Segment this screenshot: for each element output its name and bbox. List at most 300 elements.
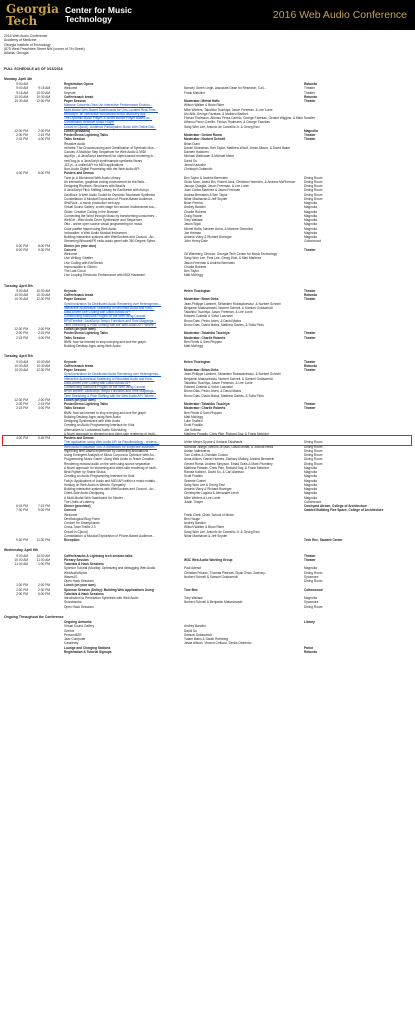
session-title: Building Desktop Apps using Web Audio	[64, 414, 121, 419]
meta-line: (875 West Peachtree Street NW (corner of 7th Street)	[4, 46, 85, 51]
end-time: 2:00 PM	[38, 128, 50, 133]
presenter: Daniel Shanahan, Ben Taylor, Matthew Woolf, Jesse Allison, & David Baker	[184, 145, 291, 150]
location: Rotunda	[304, 82, 317, 87]
presenter: Scott Fradkin	[184, 474, 203, 479]
session-title: Open Hack Sessions	[64, 579, 94, 584]
session-title: The Last Cloud	[64, 269, 86, 274]
end-time: 2:00 PM	[38, 397, 50, 402]
session-title[interactable]: Combination Reactive Music Player	[64, 120, 115, 125]
end-time: 10:30 AM	[36, 363, 50, 368]
location: Dining Room	[304, 196, 323, 201]
start-time: 11:00 AM	[14, 562, 28, 567]
presenter: Jason Freeman & Andrew Bernstein	[184, 260, 236, 265]
logo	[0, 0, 132, 30]
session-title: Lunch (on your own)	[64, 583, 96, 588]
end-time: 10:00 AM	[36, 359, 50, 364]
presenter: Charlie Roberts	[184, 264, 207, 269]
end-time: 7:15 PM	[38, 504, 50, 509]
schedule-row	[4, 605, 409, 609]
location: Library	[304, 620, 315, 625]
start-time: 10:00 AM	[14, 557, 28, 562]
presenter: Jean-Philippe Lambert, Sébastien Robaszkiewicz, & Norbert Schnell	[184, 301, 281, 306]
session-title: Designing Rhythms: Structures with BeatJs	[64, 184, 126, 189]
location: Theater	[304, 553, 316, 558]
location: Sycamore	[304, 574, 319, 579]
end-time: 5:45 PM	[38, 436, 50, 441]
presenter: Sang Won Lee, Antonio de Carvalho Jr. & Georg Essl	[184, 529, 260, 534]
location: Dining Room	[304, 461, 323, 466]
presenter: David Su	[184, 158, 197, 163]
end-time: 2:15 PM	[38, 402, 50, 407]
location: Theater	[304, 99, 316, 104]
session-title: Connecting the Word through Music by transforming consumers...	[64, 213, 157, 218]
start-time: 9:15 AM	[16, 90, 28, 95]
presenter: Yotam Mann & Sarah Rothberg	[184, 637, 229, 642]
session-title: Designing Synthesizers with Web Audio	[64, 419, 121, 424]
presenter: Nihar Madhavan & Jeff Snyder	[184, 533, 228, 538]
session-title: Reception	[64, 538, 80, 543]
start-time: 2:00 PM	[16, 591, 28, 596]
location: Magnolia	[304, 235, 317, 240]
presenter: Florian Thalmann, Alfonso Perez-Carrillo, George Fazekas, Geraint Wiggins, & Mark Sandler	[184, 116, 315, 121]
presenter: Sang Won Lee & Georg Essl	[184, 482, 225, 487]
session-title: Dinner (on your own)	[64, 243, 97, 248]
start-time: 10:30 AM	[14, 368, 28, 373]
session-title: Paper Session	[64, 297, 86, 302]
start-time: 6:15 PM	[16, 504, 28, 509]
highlight-box	[2, 435, 412, 446]
session-title: layoff.js – A JavaScript framework for object-based rendering in...	[64, 154, 156, 159]
location: Magnolia	[304, 218, 317, 223]
presenter: Tony Wallace	[184, 218, 203, 223]
session-title: A Novel approach for streaming and client-side rendering of multi...	[64, 465, 159, 470]
presenter: Sang Won Lee, Park Lee, Georg Essl, & Mari Martinez	[184, 256, 262, 261]
presenter: Brian Dunn	[184, 141, 200, 146]
presenter: Graeme Gutnel	[184, 478, 206, 483]
location: Magnolia	[304, 495, 317, 500]
session-title: Introduction to Percussion Synthesis with Web Audio	[64, 596, 139, 601]
session-title: A Novel approach to streaming and client-side rendering of multi...	[64, 431, 158, 436]
schedule-table	[4, 74, 409, 657]
location: Magnolia	[304, 222, 317, 227]
presenter: Andrea Bernstein & Ben Taylor	[184, 192, 228, 197]
session-title: Welcome	[64, 512, 78, 517]
end-time: 2:15 PM	[38, 133, 50, 138]
presenter: Nihar Madhavan & Jeff Snyder	[184, 196, 228, 201]
session-title: BMN: how we learned to stop worrying and love the graph	[64, 410, 146, 415]
spacer	[4, 348, 409, 351]
presenter: David Su	[184, 628, 197, 633]
start-time: 9:00 AM	[16, 553, 28, 558]
start-time: 2:00 PM	[16, 133, 28, 138]
location: Theater	[304, 288, 316, 293]
session-title: Coffee/snacks & Lightning tech session talks	[64, 553, 133, 558]
end-time: 9:00 PM	[38, 508, 50, 513]
session-title: Dinner (provided)	[64, 504, 91, 509]
session-title[interactable]: Web Audio Evaluation Tool: A framework for subjective assessm...	[64, 444, 157, 449]
location: Parlor	[304, 645, 314, 650]
presenter: Nicholas Jillings, Brecht De Man, David Moffat, & Joshua Reiss	[184, 444, 274, 449]
session-title[interactable]: Interactive Audiovisual Scattering of Recorded Audio and Rela...	[64, 376, 155, 381]
session-title: Constellation: A Musical Exploration of Phone-Based Audience...	[64, 196, 155, 201]
presenter: Brian Pereira	[184, 201, 203, 206]
session-title: Jazz Computer	[64, 637, 86, 642]
session-title: Building Desktop Apps using Web Audio	[64, 344, 121, 349]
presenter: Wilson Walker & Brian Rider	[184, 103, 225, 108]
session-title: Poster/Demo Lightning Talks	[64, 133, 108, 138]
session-title: Fab.js: Applications of Audio and MIDI API within a music notatio...	[64, 478, 158, 483]
session-title: Cassievity	[64, 641, 79, 646]
start-time: 8:00 PM	[16, 247, 28, 252]
presenter: Christian Frisson, Thomas Pietrzak, Siyan Zhao, Zachary...	[184, 570, 268, 575]
session-title: WavesJS	[64, 574, 78, 579]
session-title: Concert for Smartphones	[64, 521, 100, 526]
session-title: Poster/Demo Lightning Talks	[64, 402, 108, 407]
location: Magnolia	[304, 209, 317, 214]
presenter: True Brie	[184, 587, 198, 592]
spacer	[4, 278, 409, 281]
presenter: W3C Web Audio Working Group	[184, 557, 233, 562]
presenter: Ramza Kaldron, David Su, & Carl Alaneau	[184, 470, 244, 475]
presenter: Nancey Green Leigh, Associate Dean for Research, Coll...	[184, 86, 267, 91]
start-time: 2:15 PM	[16, 335, 28, 340]
day-heading: Tuesday, April 5th	[4, 283, 33, 288]
session-title: Ornithological Blog Poem	[64, 516, 100, 521]
start-time: 7:30 PM	[16, 508, 28, 513]
location: Magnolia	[304, 487, 317, 492]
end-time: 4:00 PM	[38, 335, 50, 340]
location: Dining Room	[304, 453, 323, 458]
start-time: 9:00 AM	[16, 82, 28, 87]
location: Magnolia	[304, 465, 317, 470]
presenter: Matt McKegg	[184, 273, 203, 278]
presenter: Samuel Goldszmidt	[184, 632, 212, 637]
session-title: Registration & Tutorial Signups	[64, 649, 112, 654]
end-time: 6:00 PM	[38, 171, 50, 176]
session-title[interactable]: Constructing AudioUnit Plugins on the Web using Csound	[64, 385, 146, 390]
session-title: BMN: how we learned to stop worrying and love the graph	[64, 339, 146, 344]
presenter: Matthew Paradis, Chris Pike, Richard Day, & Frank Melchior	[184, 465, 269, 470]
start-time: 10:00 AM	[14, 293, 28, 298]
session-title[interactable]: Synchronization for Distributed Audio Rendering over Heterogeneo...	[64, 301, 161, 306]
session-title[interactable]: BPMTimeline: JavaScript Tempo Functions and Time Mappings...	[64, 318, 156, 323]
location: Theater	[304, 86, 315, 91]
session-title[interactable]: The Dynamic Music Player: A Smart Mobile Player Based on...	[64, 116, 153, 121]
meta-line: 2016 Web Audio Conference	[4, 34, 48, 38]
session-title: Using Emergent Analysis of Music Corpora to Optimize Web Au...	[64, 453, 157, 458]
session-title: Greeve	[64, 628, 75, 633]
session-title: Virtual Sound Gallery	[64, 624, 95, 629]
presenter: Christopher Laguna & Alexander Lerch	[184, 491, 239, 496]
presenter: Joe Helman	[184, 230, 202, 235]
presenter: Takahiko Tsuchiya, Jason Freeman, & Lee Lonie	[184, 310, 253, 315]
location: Theater	[304, 133, 316, 138]
presenter: Jesse Allison, Vincent Cellucci, Derick Ostrenko	[184, 641, 252, 646]
presenter: Joe Sullivan	[184, 427, 202, 432]
session-title: Posters and Demos	[64, 171, 94, 176]
presenter: Ben Houge	[184, 516, 200, 521]
location: Magnolia	[304, 491, 317, 496]
presenter: Ben Taylor & Andrew Bernstein	[184, 175, 228, 180]
start-time: 10:00 AM	[14, 363, 28, 368]
session-title: Open Hack Sessions	[64, 604, 94, 609]
start-time: 9:30 PM	[16, 538, 28, 543]
presenter: Moderator: Brian Dirks	[184, 297, 219, 302]
session-title[interactable]: Interactive Audiovisual Scattering of Recorded Audio and Rela...	[64, 305, 155, 310]
session-title: A Multi-Modal Web Dashboard for Sleuter	[64, 495, 123, 500]
end-time: 12:30 PM	[36, 99, 50, 104]
start-time: 4:00 PM	[16, 171, 28, 176]
start-time: 12:30 PM	[14, 327, 28, 332]
location: Theater	[304, 402, 316, 407]
presenter: Damien Haldoren	[184, 150, 209, 155]
location: Rotunda	[304, 363, 317, 368]
session-title: Programming Music Game: Using Web Audio to Teach Creative...	[64, 457, 157, 462]
session-title[interactable]: Constructing AudioUnit Plugins on the Web using Csound	[64, 314, 146, 319]
gt-line-1: Georgia	[6, 2, 59, 16]
presenter: Moderator: Takahiko Tsuchiya	[184, 331, 230, 336]
session-title[interactable]: Thin application using Web Audio API for Recollectology - retrieva...	[64, 440, 160, 445]
location: Magnolia	[304, 213, 317, 218]
session-title: Welcome	[64, 86, 78, 91]
session-title: Cross-Town Traffic 2.0	[64, 525, 96, 530]
day-heading: Ongoing Throughout the Conference	[4, 614, 64, 619]
georgia-tech-wordmark	[6, 3, 59, 27]
end-time: 4:00 PM	[38, 137, 50, 142]
session-title: Building interactive systems with WebSockets and Csound - An...	[64, 235, 156, 240]
start-time: 1:00 PM	[16, 583, 28, 588]
start-time: 2:00 PM	[16, 331, 28, 336]
presenter: Moderator: Mirhat Hafiz	[184, 99, 220, 104]
start-time: 9:00 AM	[16, 359, 28, 364]
meta-line: Georgia Institute of Technology	[4, 42, 51, 47]
presenter: Moderator: Norbert Schnell	[184, 137, 226, 142]
presenter: Craig Swann	[184, 213, 203, 218]
start-time: 10:30 AM	[14, 99, 28, 104]
presenter: Wilson Walker & Brian Rider	[184, 525, 225, 530]
presenter: Michel Buffa, Naveen Arora, & Maxime Demolins	[184, 226, 253, 231]
presenter: Matt McKegg	[184, 414, 203, 419]
location: Theater	[304, 297, 316, 302]
end-time: 10:30 AM	[36, 94, 50, 99]
location: Magnolia	[304, 201, 317, 206]
end-time: 10:00 AM	[36, 288, 50, 293]
session-title: Paper Session	[64, 99, 86, 104]
session-title[interactable]: Data-Driven Live Coding with DataToMusic API	[64, 380, 131, 385]
location: Theater	[304, 247, 316, 252]
location: Theater	[304, 406, 316, 411]
session-title: Rendering musical audio on the web using source separation	[64, 461, 151, 466]
schedule-row	[4, 273, 409, 277]
location: Dining Room	[304, 457, 323, 462]
session-title[interactable]: Time Stretching & Pitch Shifting with the Web Audio API: Where...	[64, 322, 157, 327]
session-title: Creating an Audio Programming Interface for Kids	[64, 423, 135, 428]
location: Caddell Building Flex Space, College of Architecture	[304, 508, 384, 513]
session-title: Tutorials & Hack Sessions	[64, 562, 104, 567]
start-time: 10:30 AM	[14, 297, 28, 302]
session-title: nexGrog.js: a JavaScript synth/sample synthesis library	[64, 158, 143, 163]
start-time: 2:00 PM	[16, 587, 28, 592]
presenter: Gil Weinberg, Director, Georgia Tech Center for Music Technology	[184, 252, 278, 257]
session-title: Lunch (provided)	[64, 128, 91, 133]
session-title: Live Writing: Gbalter	[64, 256, 93, 261]
session-title: GeoBuzz: A Web Audio Toolkit for Dynamic Stochastic Synthesis	[64, 192, 155, 197]
center-name	[65, 6, 132, 24]
start-time: 2:15 PM	[16, 406, 28, 411]
presenter: Ben Taylor	[184, 269, 200, 274]
session-title: Hosting on Web Audio is Weirdo, Sympathy	[64, 482, 126, 487]
schedule-row	[4, 344, 409, 348]
meta-line: Atlanta, Georgia	[4, 51, 29, 56]
session-title: Coffee/snack break	[64, 293, 94, 298]
session-title: Lounge and Charging Stations	[64, 645, 111, 650]
presenter: Bruno Dias, David Matos, Matthew Davies, & Sofia Pinto	[184, 393, 264, 398]
location: Theater	[304, 331, 316, 336]
location: Theater	[304, 368, 316, 373]
session-title: Keynote	[64, 359, 77, 364]
presenter: Ben Fields & Sam Phippen	[184, 339, 223, 344]
start-time: 12:30 PM	[14, 397, 28, 402]
session-title: Beat Fighter by Shake Shaka	[64, 470, 106, 475]
session-title[interactable]: mixMorph: an interactive moodboard music discovery app	[64, 111, 146, 116]
presenter: Juan Carlos Martinez & Jason Freeman	[184, 188, 241, 193]
session-title: WebAudioNprox	[64, 570, 88, 575]
session-title: Virtual Sound Gallery: a web stage for random multichannel sou...	[64, 205, 157, 210]
end-time: 1:00 PM	[38, 562, 50, 567]
session-title: The Limits of Latency	[64, 499, 95, 504]
session-title[interactable]: Time Stretching & Pitch Shifting with the Web Audio API: Where...	[64, 393, 157, 398]
session-title[interactable]: Crowd in C[loud] : Audience Participation Music with Online Dat...	[64, 124, 157, 129]
session-title: Concert	[64, 508, 77, 513]
session-title[interactable]: Synchronization for Distributed Audio Rendering over Heterogeneo...	[64, 372, 161, 377]
session-title[interactable]: Multi-Modal Web-Based Dashboards for Geo-Located Real-Time...	[64, 107, 159, 112]
presenter: Christoph Guttandin	[184, 167, 213, 172]
location: Sycamore	[304, 600, 319, 605]
location: Dining Room	[304, 604, 323, 609]
session-title: Plenary Session	[64, 557, 89, 562]
day-heading: Monday, April 4th	[4, 77, 33, 81]
spacer	[4, 609, 409, 612]
presenter: Matt McKegg	[184, 344, 203, 349]
presenter: Andrey Bandini	[184, 205, 206, 210]
presenter: Michael Weitnauer & Michael Meier	[184, 154, 235, 159]
session-title[interactable]: Data-Driven Live Coding with DataToMusic API	[64, 310, 131, 315]
presenter: Adrian Vallebreros	[184, 448, 210, 453]
end-time: 11:30 PM	[36, 538, 50, 543]
schedule-row	[4, 538, 409, 542]
session-title: Sponsor Tutorial (Mozilla): Optimizing and debugging Web Audio	[64, 566, 156, 571]
location: Rotunda	[304, 94, 317, 99]
day-heading: Wednesday, April 6th	[4, 548, 39, 553]
end-time: 2:00 PM	[38, 327, 50, 332]
location: Magnolia	[304, 478, 317, 483]
presenter: Jean-Philippe Lambert, Sébastien Robaszkiewicz, & Norbert Schnell	[184, 372, 281, 377]
presenter: Benjamin Matuszewski, Norbert Schnell, & Samuel Goldszmidt	[184, 376, 273, 381]
session-title: mHarbs: The Crowdsourcing and Gamification of Symbolic Mus...	[64, 145, 157, 150]
session-title: Canvas: A Modular Step Sequencer for Web Audio & MIDI	[64, 150, 146, 155]
presenter: Norbert Schnell & Samuel Goldszmidt	[184, 574, 238, 579]
location: Theater	[304, 137, 316, 142]
presenter: Antonis Vlavy & Richard Bozinger	[184, 235, 232, 240]
session-title: Talks Session	[64, 137, 86, 142]
location: Cottonwood	[304, 239, 322, 244]
session-title: Inchwalker: a Web Audio Musical Instrument	[64, 230, 127, 235]
session-title: Tutorials & Hack Sessions	[64, 591, 104, 596]
presenter: Moderator: Brian Dirks	[184, 368, 219, 373]
presenter: Andrey Bandini	[184, 624, 206, 629]
location: Magnolia	[304, 470, 317, 475]
presenter: Paul Adenot	[184, 566, 202, 571]
presenter: Mike Winters, Takahiko Tsuchiya, Jason Freeman, & Lee Lonie	[184, 107, 273, 112]
presenter: Gerard Roma, Andrew Simpson, Emad Grais & Mark Plumbley	[184, 461, 273, 466]
presenter: Helen Thorington	[184, 359, 211, 364]
session-title: Poster/Demo Lightning Talks	[64, 331, 108, 336]
presenter: Anna Allison, Daniel Holmes, Zachary Mulkey, Andrea Bernstein	[184, 457, 275, 462]
location: Dining Room	[304, 188, 323, 193]
start-time: 6:00 PM	[16, 243, 28, 248]
end-time: 6:00 PM	[38, 591, 50, 596]
presenter: Jemal Kadoshe	[184, 162, 206, 167]
presenter: Tony Wallace	[184, 596, 203, 601]
end-time: 2:30 PM	[38, 587, 50, 592]
location: Rotunda	[304, 293, 317, 298]
presenter: Sang Won Lee, Antonio de Carvalho Jr. & Georg Essl	[184, 124, 260, 129]
end-time: 2:15 PM	[38, 331, 50, 336]
session-title: Keynote	[64, 288, 77, 293]
location: Dining Room	[304, 440, 323, 445]
session-title: JZZ.js - a unified API for MIDI applications	[64, 162, 124, 167]
session-title: Lunch (on your own)	[64, 327, 96, 332]
presenter: Jacopo Quaglia, Jason Freeman, & Lee Lonie	[184, 184, 249, 189]
session-title: Non-Audio Digital Processing with the Web Audio API	[64, 167, 140, 172]
presenter: Frank Melchior	[184, 90, 206, 95]
session-title: Color palette based using Web Audio	[64, 226, 117, 231]
session-title: Registration Opens	[64, 82, 94, 87]
presenter: Bruno Dias, David Matos, Matthew Davies, & Sofia Pinto	[184, 322, 264, 327]
end-time: 2:00 PM	[38, 583, 50, 588]
start-time: 9:00 AM	[16, 288, 28, 293]
location: Magnolia	[304, 474, 317, 479]
presenter: Giulio Moro, Astrid Bin, Robert Jack, Christian Heinrichs, & Andrew McPherson	[184, 179, 296, 184]
end-time: 10:00 AM	[36, 553, 50, 558]
session-title: Live Coding with EarSketch	[64, 260, 103, 265]
session-title: Otto - online open source visual programming for music	[64, 222, 143, 227]
presenter: Bruno Dias, Pedro Alves, & David Matos	[184, 318, 242, 323]
presenter: Ben Fields & Sam Phippen	[184, 410, 223, 415]
location: Theater	[304, 557, 316, 562]
session-title: Constellation: A Musical Exploration of Phone-Based Audience...	[64, 533, 155, 538]
session-title: WebDH - Web Audio Drum Synthesizer and Sequencer	[64, 218, 143, 223]
start-time: 2:00 PM	[16, 402, 28, 407]
session-title: A JavaScript Pitch Shifting Library for EarSketch with Asm.js	[64, 188, 149, 193]
session-title: Ongoing Artworks	[64, 620, 92, 625]
presenter: Jason Sigal	[184, 222, 201, 227]
location: Cottonwood	[304, 587, 323, 592]
location: Magnolia	[304, 566, 317, 571]
presenter: Alfonso Perez-Carrillo, Florian Thalmann, & George Fazekas	[184, 120, 270, 125]
location: Dining Room	[304, 444, 323, 449]
location: Dining Room	[304, 448, 323, 453]
presenter: Edward Costello & Victor Lazzarini	[184, 385, 233, 390]
location: Dining Room	[304, 579, 323, 584]
session-title[interactable]: BPMTimeline: JavaScript Tempo Functions and Time Mappings...	[64, 389, 156, 394]
session-title[interactable]: Massive Concerts Onus: An Interactive Performance Environ...	[64, 103, 153, 108]
presenter: John Henry Dale	[184, 239, 208, 244]
location: Theater	[304, 359, 316, 364]
start-time: 9:00 AM	[16, 86, 28, 91]
location: Magnolia	[304, 128, 318, 133]
end-time: 10:30 AM	[36, 293, 50, 298]
